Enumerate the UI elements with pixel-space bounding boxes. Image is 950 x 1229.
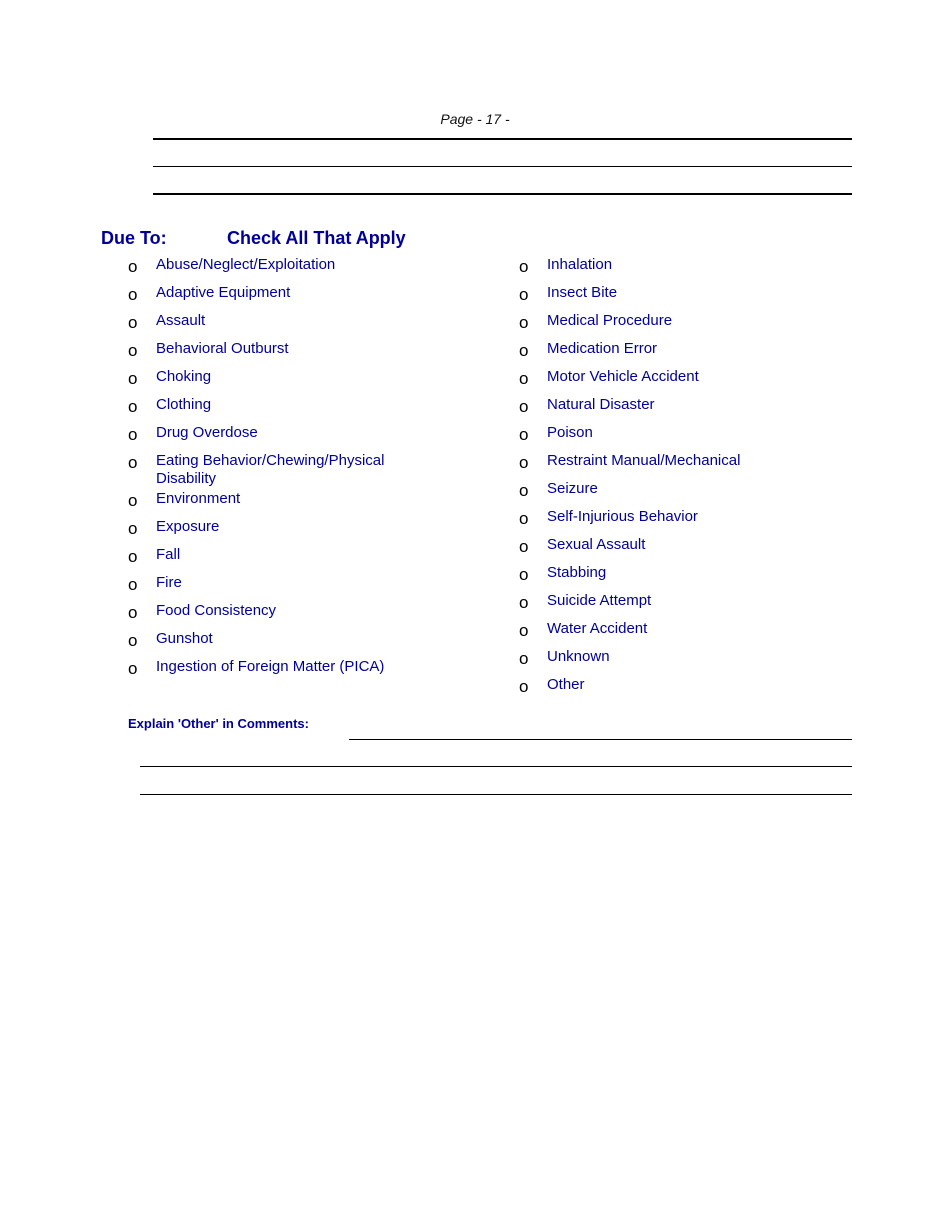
- option-label: Adaptive Equipment: [156, 284, 291, 301]
- option-item[interactable]: [128, 628, 458, 656]
- option-label: Eating Behavior/Chewing/Physical Disability: [156, 452, 385, 487]
- checkbox-circle-icon[interactable]: o: [128, 369, 138, 388]
- option-label: Other: [547, 676, 585, 693]
- option-label: Water Accident: [547, 620, 648, 637]
- explain-other-label: Explain 'Other' in Comments:: [128, 716, 309, 731]
- option-item[interactable]: [519, 310, 849, 338]
- option-label: Fire: [156, 574, 182, 591]
- option-item[interactable]: [519, 478, 849, 506]
- checkbox-circle-icon[interactable]: o: [519, 677, 529, 696]
- checkbox-circle-icon[interactable]: o: [128, 603, 138, 622]
- option-item[interactable]: [128, 516, 458, 544]
- top-rule-2: [153, 166, 852, 167]
- checkbox-circle-icon[interactable]: o: [128, 547, 138, 566]
- option-label: Sexual Assault: [547, 536, 646, 553]
- option-item[interactable]: [128, 254, 458, 282]
- option-label: Behavioral Outburst: [156, 340, 289, 357]
- checkbox-circle-icon[interactable]: o: [519, 481, 529, 500]
- comment-line-1[interactable]: [349, 739, 852, 740]
- option-label: Poison: [547, 424, 593, 441]
- top-rule-3: [153, 193, 852, 195]
- checkbox-circle-icon[interactable]: o: [519, 509, 529, 528]
- checkbox-circle-icon[interactable]: o: [128, 341, 138, 360]
- option-label: Restraint Manual/Mechanical: [547, 452, 741, 469]
- checkbox-circle-icon[interactable]: o: [128, 397, 138, 416]
- due-to-label: Due To:: [101, 228, 167, 248]
- option-item[interactable]: [128, 394, 458, 422]
- option-item[interactable]: [128, 488, 458, 516]
- checkbox-circle-icon[interactable]: o: [128, 491, 138, 510]
- option-item[interactable]: [519, 394, 849, 422]
- option-label: Choking: [156, 368, 212, 385]
- checkbox-circle-icon[interactable]: o: [519, 397, 529, 416]
- checkbox-circle-icon[interactable]: o: [519, 621, 529, 640]
- checkbox-circle-icon[interactable]: o: [519, 257, 529, 276]
- option-label: Abuse/Neglect/Exploitation: [156, 256, 336, 273]
- checkbox-circle-icon[interactable]: o: [128, 313, 138, 332]
- checkbox-circle-icon[interactable]: o: [519, 285, 529, 304]
- option-item[interactable]: [128, 310, 458, 338]
- option-label: Natural Disaster: [547, 396, 655, 413]
- checkbox-circle-icon[interactable]: o: [128, 257, 138, 276]
- option-item[interactable]: [519, 618, 849, 646]
- checkbox-circle-icon[interactable]: o: [519, 369, 529, 388]
- options-left-column: [128, 254, 458, 684]
- check-all-instruction: Check All That Apply: [227, 228, 406, 248]
- due-to-heading: [101, 228, 406, 249]
- option-item[interactable]: [519, 282, 849, 310]
- option-label: Clothing: [156, 396, 212, 413]
- option-label: Ingestion of Foreign Matter (PICA): [156, 658, 385, 675]
- option-label: Unknown: [547, 648, 610, 665]
- option-item[interactable]: [519, 590, 849, 618]
- option-item[interactable]: [128, 600, 458, 628]
- checkbox-circle-icon[interactable]: o: [519, 313, 529, 332]
- option-label: Insect Bite: [547, 284, 618, 301]
- option-item[interactable]: [128, 422, 458, 450]
- option-label: Environment: [156, 490, 241, 507]
- checkbox-circle-icon[interactable]: o: [128, 453, 138, 472]
- option-item[interactable]: [128, 656, 458, 684]
- checkbox-circle-icon[interactable]: o: [128, 631, 138, 650]
- option-label: Fall: [156, 546, 181, 563]
- option-item[interactable]: [128, 450, 458, 488]
- option-item[interactable]: [519, 338, 849, 366]
- option-label: Medication Error: [547, 340, 658, 357]
- checkbox-circle-icon[interactable]: o: [128, 659, 138, 678]
- option-item[interactable]: [519, 562, 849, 590]
- option-label: Self-Injurious Behavior: [547, 508, 698, 525]
- checkbox-circle-icon[interactable]: o: [128, 285, 138, 304]
- checkbox-circle-icon[interactable]: o: [519, 453, 529, 472]
- option-item[interactable]: [128, 572, 458, 600]
- option-item[interactable]: [519, 674, 849, 702]
- option-item[interactable]: [128, 366, 458, 394]
- option-item[interactable]: [519, 254, 849, 282]
- checkbox-circle-icon[interactable]: o: [519, 593, 529, 612]
- top-rule-1: [153, 138, 852, 140]
- option-item[interactable]: [519, 506, 849, 534]
- option-item[interactable]: [519, 534, 849, 562]
- option-label: Inhalation: [547, 256, 613, 273]
- comment-line-3[interactable]: [140, 794, 852, 795]
- option-item[interactable]: [128, 282, 458, 310]
- option-label: Seizure: [547, 480, 598, 497]
- option-label: Medical Procedure: [547, 312, 673, 329]
- option-label: Stabbing: [547, 564, 607, 581]
- option-item[interactable]: [519, 366, 849, 394]
- checkbox-circle-icon[interactable]: o: [128, 425, 138, 444]
- option-label: Suicide Attempt: [547, 592, 652, 609]
- checkbox-circle-icon[interactable]: o: [128, 519, 138, 538]
- option-item[interactable]: [519, 450, 849, 478]
- option-item[interactable]: [128, 544, 458, 572]
- options-right-column: [519, 254, 849, 702]
- option-label: Assault: [156, 312, 206, 329]
- checkbox-circle-icon[interactable]: o: [519, 565, 529, 584]
- option-label: Gunshot: [156, 630, 213, 647]
- checkbox-circle-icon[interactable]: o: [519, 341, 529, 360]
- checkbox-circle-icon[interactable]: o: [519, 537, 529, 556]
- option-item[interactable]: [519, 422, 849, 450]
- checkbox-circle-icon[interactable]: o: [519, 649, 529, 668]
- option-label: Motor Vehicle Accident: [547, 368, 699, 385]
- option-label: Drug Overdose: [156, 424, 258, 441]
- option-item[interactable]: [128, 338, 458, 366]
- checkbox-circle-icon[interactable]: o: [519, 425, 529, 444]
- page-number: Page - 17 -: [440, 111, 510, 127]
- option-label: Food Consistency: [156, 602, 277, 619]
- option-label: Exposure: [156, 518, 220, 535]
- comment-line-2[interactable]: [140, 766, 852, 767]
- checkbox-circle-icon[interactable]: o: [128, 575, 138, 594]
- option-item[interactable]: [519, 646, 849, 674]
